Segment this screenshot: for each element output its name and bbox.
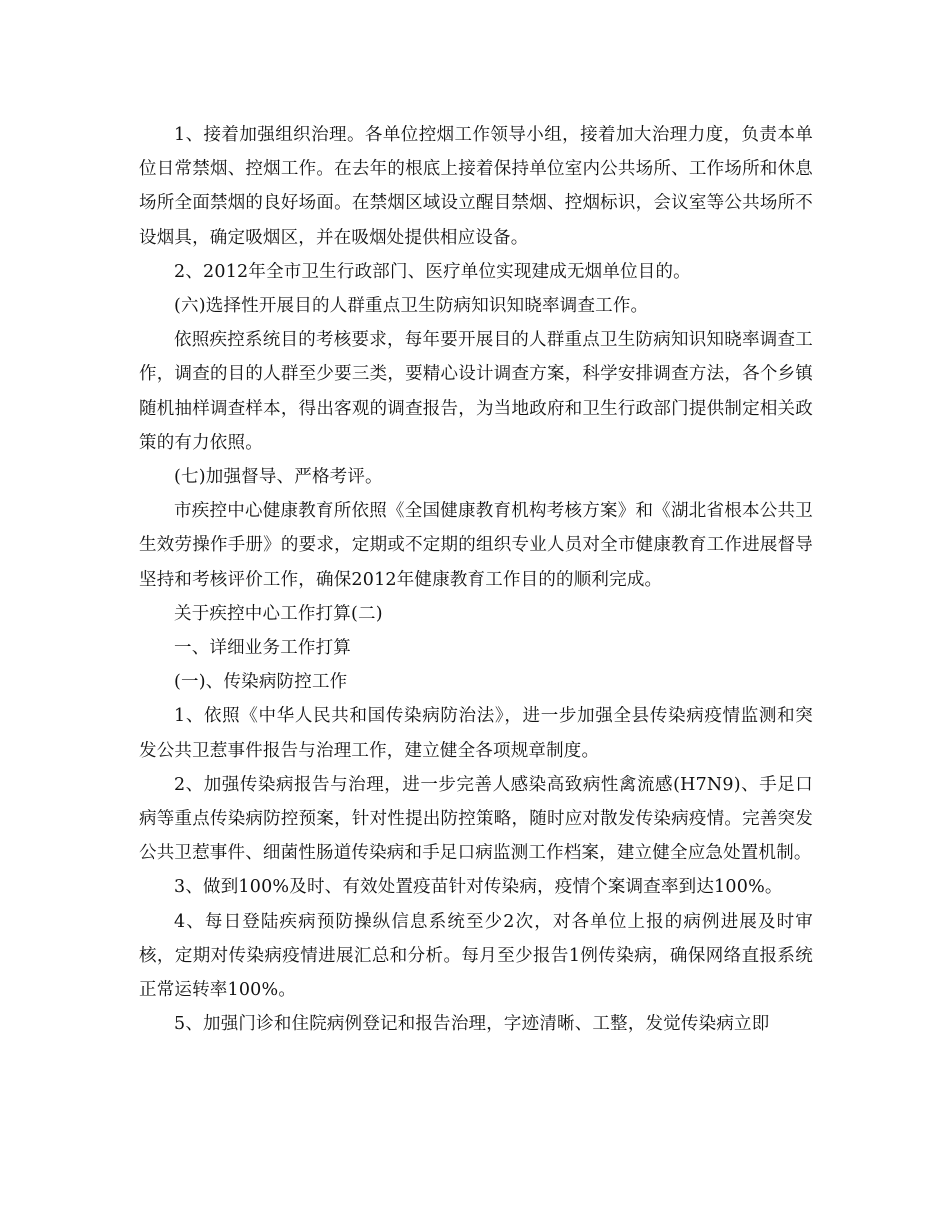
paragraph-case-registration: 5、加强门诊和住院病例登记和报告治理，字迹清晰、工整，发觉传染病立即 [174, 1014, 770, 1035]
paragraph-supervision-details: 市疾控中心健康教育所依照《全国健康教育机构考核方案》和《湖北省根本公共卫生效劳操作手册》的要求，定期或不定期的组织专业人员对全市健康教育工作进展督导坚持和考核评价工作，确保2012年健康教育工作目的的顺利完成。 [139, 501, 813, 590]
section-heading-supervision: (七)加强督导、严格考评。 [174, 467, 383, 488]
section-heading-business-plan: 一、详细业务工作打算 [174, 638, 351, 659]
paragraph-smoke-free-goal: 2、2012年全市卫生行政部门、医疗单位实现建成无烟单位目的。 [174, 261, 691, 282]
paragraph-reporting-management: 2、加强传染病报告与治理，进一步完善人感染高致病性禽流感(H7N9)、手足口病等重点传染病防控预案，针对性提出防控策略，随时应对散发传染病疫情。完善突发公共卫惹事件、细菌性肠道传染病和手足口病监测工作档案，建立健全应急处置机制。 [139, 774, 813, 864]
paragraph-vaccine-response: 3、做到100%及时、有效处置疫苗针对传染病，疫情个案调查率到达100%。 [174, 877, 783, 898]
paragraph-system-login: 4、每日登陆疾病预防操纵信息系统至少2次，对各单位上报的病例进展及时审核，定期对传染病疫情进展汇总和分析。每月至少报告1例传染病，确保网络直报系统正常运转率100%。 [139, 911, 813, 1001]
section-heading-survey: (六)选择性开展目的人群重点卫生防病知识知晓率调查工作。 [174, 296, 649, 317]
document-body [139, 118, 813, 1041]
paragraph-law-monitoring: 1、依照《中华人民共和国传染病防治法》，进一步加强全县传染病疫情监测和突发公共卫惹事件报告与治理工作，建立健全各项规章制度。 [139, 706, 813, 761]
section-heading-infectious-disease: (一)、传染病防控工作 [174, 672, 348, 693]
paragraph-tobacco-management: 1、接着加强组织治理。各单位控烟工作领导小组，接着加大治理力度，负责本单位日常禁烟、控烟工作。在去年的根底上接着保持单位室内公共场所、工作场所和休息场所全面禁烟的良好场面。在禁烟区域设立醒目禁烟、控烟标识，会议室等公共场所不设烟具，确定吸烟区，并在吸烟处提供相应设备。 [139, 125, 813, 248]
paragraph-survey-requirements: 依照疾控系统目的考核要求，每年要开展目的人群重点卫生防病知识知晓率调查工作，调查的目的人群至少要三类，要精心设计调查方案，科学安排调查方法，各个乡镇随机抽样调查样本，得出客观的调查报告，为当地政府和卫生行政部门提供制定相关政策的有力依照。 [139, 330, 813, 453]
document-section-title: 关于疾控中心工作打算(二) [174, 603, 383, 624]
